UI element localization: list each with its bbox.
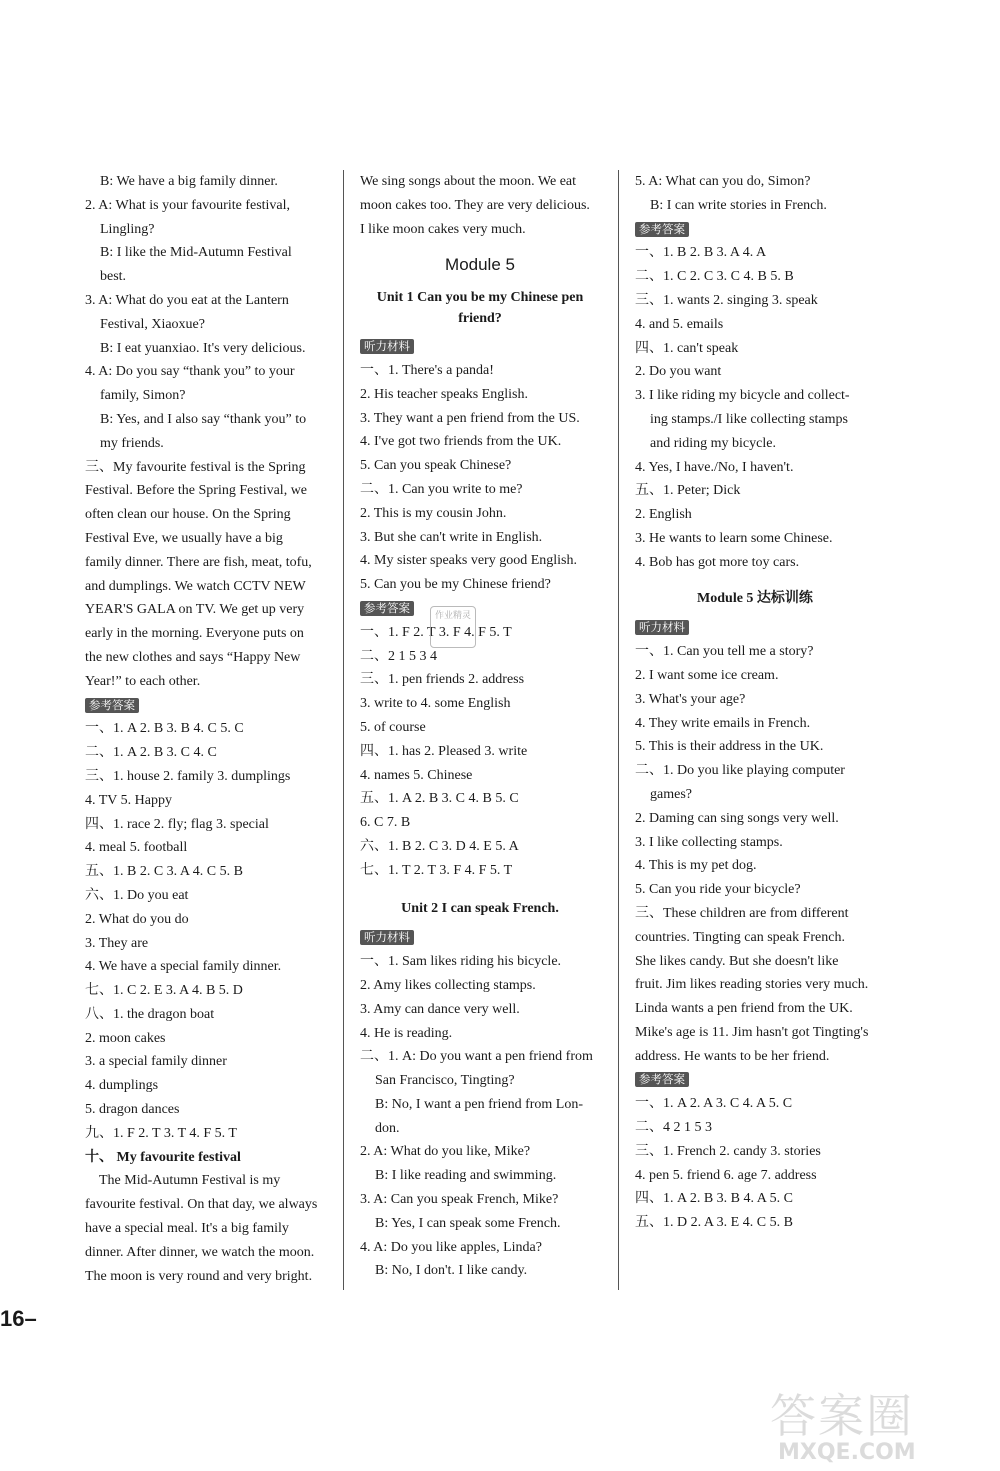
essay-title: 十、 My favourite festival xyxy=(85,1149,241,1165)
text-line: 三、1. house 2. family 3. dumplings xyxy=(85,768,291,784)
text-line: 4. TV 5. Happy xyxy=(85,792,172,808)
text-line: 3. He wants to learn some Chinese. xyxy=(635,530,833,546)
unit2-answers xyxy=(635,170,875,575)
text-line: Mike's age is 11. Jim hasn't got Tingting's xyxy=(635,1024,869,1040)
section-tag-row xyxy=(635,218,875,242)
text-line: B: I can write stories in French. xyxy=(650,197,827,213)
text-line: 2. What do you do xyxy=(85,911,189,927)
text-line: dinner. After dinner, we watch the moon. xyxy=(85,1244,315,1260)
section-tag: 听力材料 xyxy=(360,930,414,945)
section-tag: 听力材料 xyxy=(635,620,689,635)
section-tag: 参考答案 xyxy=(85,698,139,713)
text-line: YEAR'S GALA on TV. We get up very xyxy=(85,602,305,618)
text-line: 四、1. race 2. fly; flag 3. special xyxy=(85,816,269,832)
text-line: 一、1. A 2. A 3. C 4. A 5. C xyxy=(635,1096,793,1112)
text-line: 3. What's your age? xyxy=(635,691,746,707)
unit1-title xyxy=(360,287,600,329)
text-line: 三、1. French 2. candy 3. stories xyxy=(635,1143,821,1159)
text-line: 一、1. There's a panda! xyxy=(360,362,494,378)
text-line: 二、1. A: Do you want a pen friend from xyxy=(360,1049,593,1065)
section-tag-row xyxy=(360,926,600,950)
stamp-mark: 作业精灵 xyxy=(430,606,476,648)
text-line: Festival, Xiaoxue? xyxy=(100,316,205,332)
text-line: 4. They write emails in French. xyxy=(635,715,811,731)
text-line: address. He wants to be her friend. xyxy=(635,1048,830,1064)
text-line: 一、1. F 2. T 3. F 4. F 5. T xyxy=(360,624,512,640)
text-line: countries. Tingting can speak French. xyxy=(635,929,845,945)
text-line: games? xyxy=(650,786,692,802)
section-tag-row xyxy=(360,597,600,621)
text-line: 三、1. wants 2. singing 3. speak xyxy=(635,292,818,308)
section-tag: 参考答案 xyxy=(635,222,689,237)
column-right xyxy=(635,170,875,1235)
text-line: B: Yes, and I also say “thank you” to xyxy=(100,411,307,427)
text-line: 4. pen 5. friend 6. age 7. address xyxy=(635,1167,817,1183)
page-number: 16– xyxy=(0,1306,37,1331)
text-line: 4. This is my pet dog. xyxy=(635,858,757,874)
text-line: 3. They are xyxy=(85,935,149,951)
text-line: 五、1. Peter; Dick xyxy=(635,483,741,499)
text-line: 二、1. C 2. C 3. C 4. B 5. B xyxy=(635,269,794,285)
text-line: 4. I've got two friends from the UK. xyxy=(360,434,562,450)
text-line: and riding my bicycle. xyxy=(650,435,776,451)
text-line: B: Yes, I can speak some French. xyxy=(375,1215,561,1231)
text-line: 3. I like collecting stamps. xyxy=(635,834,783,850)
text-line: 5. Can you ride your bicycle? xyxy=(635,882,801,898)
text-line: 4. We have a special family dinner. xyxy=(85,959,282,975)
text-line: 三、These children are from different xyxy=(635,905,849,921)
text-line: 5. dragon dances xyxy=(85,1102,180,1118)
text-line: B: I like the Mid-Autumn Festival xyxy=(100,245,292,261)
section-tag-row xyxy=(635,1068,875,1092)
watermark-text: 答案圈 xyxy=(770,1389,914,1443)
text-line: 2. A: What is your favourite festival, xyxy=(85,197,291,213)
text-line: 九、1. F 2. T 3. T 4. F 5. T xyxy=(85,1125,237,1141)
text-line: 三、My favourite festival is the Spring xyxy=(85,459,306,475)
text-line: 二、4 2 1 5 3 xyxy=(635,1120,712,1136)
text-line: Festival Eve, we usually have a big xyxy=(85,530,283,546)
text-line: 八、1. the dragon boat xyxy=(85,1006,215,1022)
text-line: fruit. Jim likes reading stories very much. xyxy=(635,977,869,993)
text-line: 3. They want a pen friend from the US. xyxy=(360,410,580,426)
text-line: often clean our house. On the Spring xyxy=(85,507,291,523)
text-line: 六、1. B 2. C 3. D 4. E 5. A xyxy=(360,838,519,854)
text-line: 三、1. pen friends 2. address xyxy=(360,672,525,688)
text-line: San Francisco, Tingting? xyxy=(375,1073,515,1089)
text-line: 2. His teacher speaks English. xyxy=(360,386,528,402)
section-tag-row xyxy=(360,335,600,359)
text-line: 3. A: Can you speak French, Mike? xyxy=(360,1192,559,1208)
text-line: 4. A: Do you like apples, Linda? xyxy=(360,1239,542,1255)
text-line: ing stamps./I like collecting stamps xyxy=(650,411,848,427)
text-line: 六、1. Do you eat xyxy=(85,887,189,903)
text-line: 四、1. A 2. B 3. B 4. A 5. C xyxy=(635,1191,793,1207)
section-tag: 参考答案 xyxy=(360,601,414,616)
text-line: B: No, I don't. I like candy. xyxy=(375,1263,528,1279)
text-line: 七、1. C 2. E 3. A 4. B 5. D xyxy=(85,983,243,999)
text-line: 2. Amy likes collecting stamps. xyxy=(360,977,536,993)
text-line: Year!” to each other. xyxy=(85,673,201,689)
text-line: 3. A: What do you eat at the Lantern xyxy=(85,292,289,308)
module5-test-content xyxy=(635,616,875,1235)
text-line: 一、1. B 2. B 3. A 4. A xyxy=(635,245,767,261)
text-line: 二、1. Can you write to me? xyxy=(360,481,523,497)
column-divider xyxy=(618,170,619,1290)
watermark-url: MXQE.COM xyxy=(778,1440,916,1465)
text-line: Linda wants a pen friend from the UK. xyxy=(635,1001,853,1017)
text-line: We sing songs about the moon. We eat xyxy=(360,174,577,189)
text-line: 3. Amy can dance very well. xyxy=(360,1001,520,1017)
text-line: don. xyxy=(375,1120,400,1136)
text-line: 2. I want some ice cream. xyxy=(635,667,779,683)
text-line: 二、1. A 2. B 3. C 4. C xyxy=(85,745,217,761)
module-title: Module 5 xyxy=(445,255,515,275)
text-line: 五、1. D 2. A 3. E 4. C 5. B xyxy=(635,1215,793,1231)
text-line: 3. write to 4. some English xyxy=(360,696,511,712)
text-line: best. xyxy=(100,269,127,285)
text-line: B: I like reading and swimming. xyxy=(375,1168,557,1184)
text-line: Lingling? xyxy=(100,221,155,237)
text-line: Festival. Before the Spring Festival, we xyxy=(85,483,308,499)
essay-continuation xyxy=(360,170,600,241)
text-line: The Mid-Autumn Festival is my xyxy=(99,1173,281,1189)
text-line: 4. names 5. Chinese xyxy=(360,767,473,783)
text-line: B: I eat yuanxiao. It's very delicious. xyxy=(100,340,306,356)
text-line: 4. My sister speaks very good English. xyxy=(360,553,577,569)
text-line: 4. and 5. emails xyxy=(635,316,724,332)
unit2-title: Unit 2 I can speak French. xyxy=(401,900,559,916)
section-tag-row xyxy=(85,694,325,718)
module5-test-title: Module 5 达标训练 xyxy=(697,590,813,606)
text-line: 4. A: Do you say “thank you” to your xyxy=(85,364,295,380)
text-line: 4. He is reading. xyxy=(360,1025,453,1041)
text-line: 一、1. Sam likes riding his bicycle. xyxy=(360,954,562,970)
unit1-title-line2: friend? xyxy=(458,311,502,327)
text-line: 四、1. can't speak xyxy=(635,340,739,356)
text-line: moon cakes too. They are very delicious. xyxy=(360,197,590,213)
text-line: 2. moon cakes xyxy=(85,1030,166,1046)
column-divider xyxy=(343,170,344,1290)
text-line: 4. Bob has got more toy cars. xyxy=(635,554,800,570)
text-line: and dumplings. We watch CCTV NEW xyxy=(85,578,306,594)
text-line: 二、2 1 5 3 4 xyxy=(360,648,437,664)
text-line: 2. Do you want xyxy=(635,364,722,380)
text-line: 3. But she can't write in English. xyxy=(360,529,543,545)
text-line: 2. This is my cousin John. xyxy=(360,505,507,521)
text-line: 5. Can you speak Chinese? xyxy=(360,458,512,474)
text-line: B: No, I want a pen friend from Lon- xyxy=(375,1096,583,1112)
text-line: 5. This is their address in the UK. xyxy=(635,739,824,755)
text-line: 一、1. Can you tell me a story? xyxy=(635,644,814,660)
text-line: 一、1. A 2. B 3. B 4. C 5. C xyxy=(85,721,244,737)
text-line: 5. A: What can you do, Simon? xyxy=(635,174,811,189)
section-tag: 参考答案 xyxy=(635,1072,689,1087)
section-tag-row xyxy=(635,616,875,640)
text-line: 6. C 7. B xyxy=(360,815,411,831)
text-line: family, Simon? xyxy=(100,388,186,404)
text-line: B: We have a big family dinner. xyxy=(100,174,278,189)
text-line: The moon is very round and very bright. xyxy=(85,1268,313,1284)
text-line: 5. Can you be my Chinese friend? xyxy=(360,577,551,593)
text-line: 五、1. A 2. B 3. C 4. B 5. C xyxy=(360,791,519,807)
text-line: 2. Daming can sing songs very well. xyxy=(635,810,839,826)
text-line: favourite festival. On that day, we always xyxy=(85,1197,318,1213)
unit1-title-line1: Unit 1 Can you be my Chinese pen xyxy=(376,290,584,306)
text-line: 3. I like riding my bicycle and collect- xyxy=(635,388,850,404)
text-line: early in the morning. Everyone puts on xyxy=(85,626,304,642)
unit2-content xyxy=(360,926,600,1283)
text-line: 二、1. Do you like playing computer xyxy=(635,763,845,779)
text-line: 3. a special family dinner xyxy=(85,1054,227,1070)
text-line: 五、1. B 2. C 3. A 4. C 5. B xyxy=(85,864,243,880)
text-line: my friends. xyxy=(100,435,164,451)
text-line: have a special meal. It's a big family xyxy=(85,1221,289,1237)
text-line: I like moon cakes very much. xyxy=(360,221,526,237)
text-line: family dinner. There are fish, meat, tofu, xyxy=(85,554,312,570)
column-left xyxy=(85,170,325,1288)
text-line: 4. meal 5. football xyxy=(85,840,188,856)
watermark-logo xyxy=(770,1380,990,1470)
text-line: the new clothes and says “Happy New xyxy=(85,649,301,665)
text-line: 4. Yes, I have./No, I haven't. xyxy=(635,459,794,475)
text-line: 四、1. has 2. Pleased 3. write xyxy=(360,743,528,759)
text-line: 2. A: What do you like, Mike? xyxy=(360,1144,531,1160)
text-line: 七、1. T 2. T 3. F 4. F 5. T xyxy=(360,862,513,878)
text-line: She likes candy. But she doesn't like xyxy=(635,953,839,969)
section-tag: 听力材料 xyxy=(360,339,414,354)
unit1-content xyxy=(360,335,600,882)
text-line: 5. of course xyxy=(360,719,426,735)
text-line: 2. English xyxy=(635,507,692,523)
text-line: 4. dumplings xyxy=(85,1078,159,1094)
column-middle xyxy=(360,170,600,1283)
